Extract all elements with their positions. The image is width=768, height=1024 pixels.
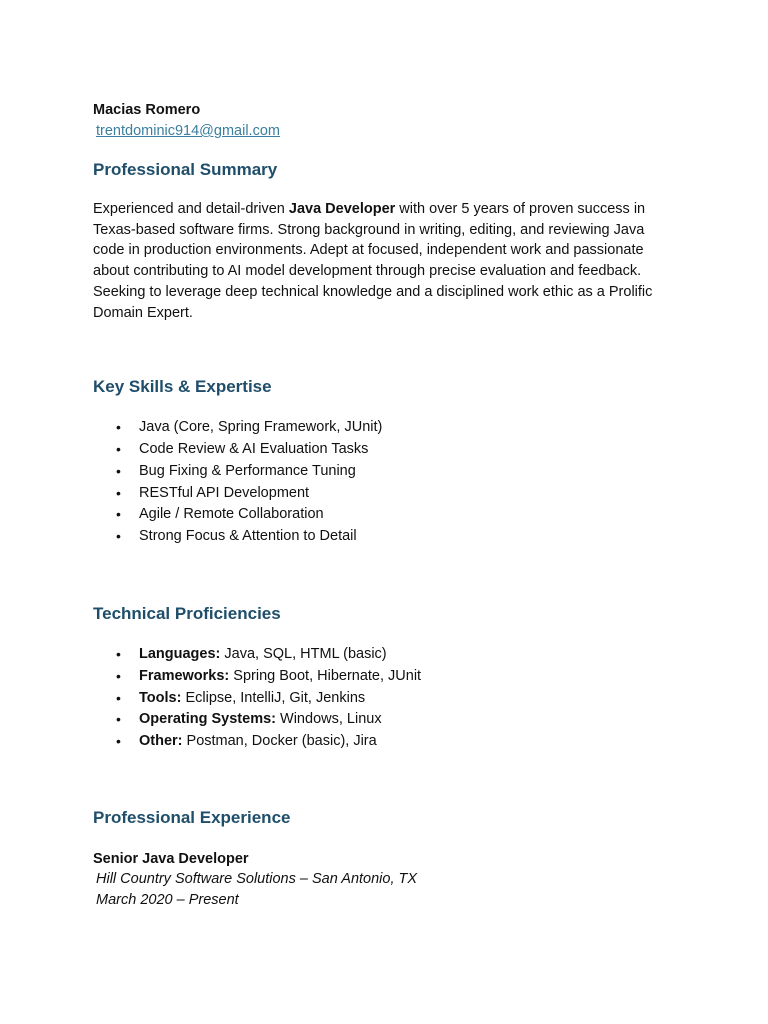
technical-heading: Technical Proficiencies — [93, 604, 281, 623]
tech-label: Frameworks: — [139, 667, 230, 684]
job-company: Hill Country Software Solutions – San Antonio, TX — [96, 870, 418, 887]
list-item — [93, 731, 675, 753]
summary-text-role: Java Developer — [288, 201, 396, 217]
list-item — [93, 644, 675, 666]
tech-label: Operating Systems: — [139, 711, 276, 728]
skills-list — [93, 417, 675, 548]
bullet-icon: • — [116, 506, 121, 523]
skill-text: Code Review & AI Evaluation Tasks — [139, 441, 369, 458]
list-item — [93, 483, 675, 505]
skill-text: Bug Fixing & Performance Tuning — [139, 462, 356, 479]
skill-text: Agile / Remote Collaboration — [139, 506, 324, 523]
summary-heading: Professional Summary — [93, 160, 278, 179]
bullet-icon: • — [116, 419, 121, 436]
skill-text: RESTful API Development — [139, 484, 310, 501]
bullet-icon: • — [116, 733, 121, 750]
list-item — [93, 504, 675, 526]
tech-value: Java, SQL, HTML (basic) — [220, 646, 387, 662]
list-item — [93, 688, 675, 710]
list-item — [93, 526, 675, 548]
tech-value: Eclipse, IntelliJ, Git, Jenkins — [181, 689, 366, 706]
candidate-name: Macias Romero — [93, 102, 201, 118]
list-item — [93, 417, 675, 439]
bullet-icon: • — [116, 711, 121, 728]
list-item — [93, 439, 675, 461]
tech-value: Windows, Linux — [276, 711, 382, 728]
experience-heading: Professional Experience — [93, 807, 291, 827]
tech-value: Spring Boot, Hibernate, JUnit — [229, 667, 422, 684]
bullet-icon: • — [116, 528, 121, 545]
technical-list — [93, 644, 675, 753]
tech-label: Tools: — [139, 689, 182, 706]
bullet-icon: • — [116, 646, 121, 662]
email-link[interactable]: trentdominic914@gmail.com — [96, 123, 280, 139]
summary-text-lead: Experienced and detail-driven — [93, 201, 289, 217]
tech-label: Other: — [139, 733, 183, 750]
tech-label: Languages: — [139, 646, 221, 662]
skill-text: Java (Core, Spring Framework, JUnit) — [139, 419, 383, 436]
list-item — [93, 461, 675, 483]
list-item — [93, 709, 675, 731]
skills-heading: Key Skills & Expertise — [93, 377, 272, 397]
bullet-icon: • — [116, 462, 121, 479]
job-dates: March 2020 – Present — [96, 891, 239, 908]
list-item — [93, 666, 675, 688]
summary-paragraph — [93, 199, 675, 323]
job-role: Senior Java Developer — [93, 850, 249, 867]
summary-text-rest: with over 5 years of proven success in Texas-based software firms. Strong background in writing, editing, and reviewing Java code in production environments. Adept at focused, independent work and passionate about contributing to AI model development through precise evaluation and feedback. Seeking to leverage deep technical knowledge and a disciplined work ethic as a Prolific Domain Expert. — [93, 201, 653, 321]
bullet-icon: • — [116, 689, 121, 706]
bullet-icon: • — [116, 441, 121, 458]
tech-value: Postman, Docker (basic), Jira — [182, 733, 377, 750]
bullet-icon: • — [116, 484, 121, 501]
bullet-icon: • — [116, 667, 121, 684]
skill-text: Strong Focus & Attention to Detail — [139, 528, 357, 545]
